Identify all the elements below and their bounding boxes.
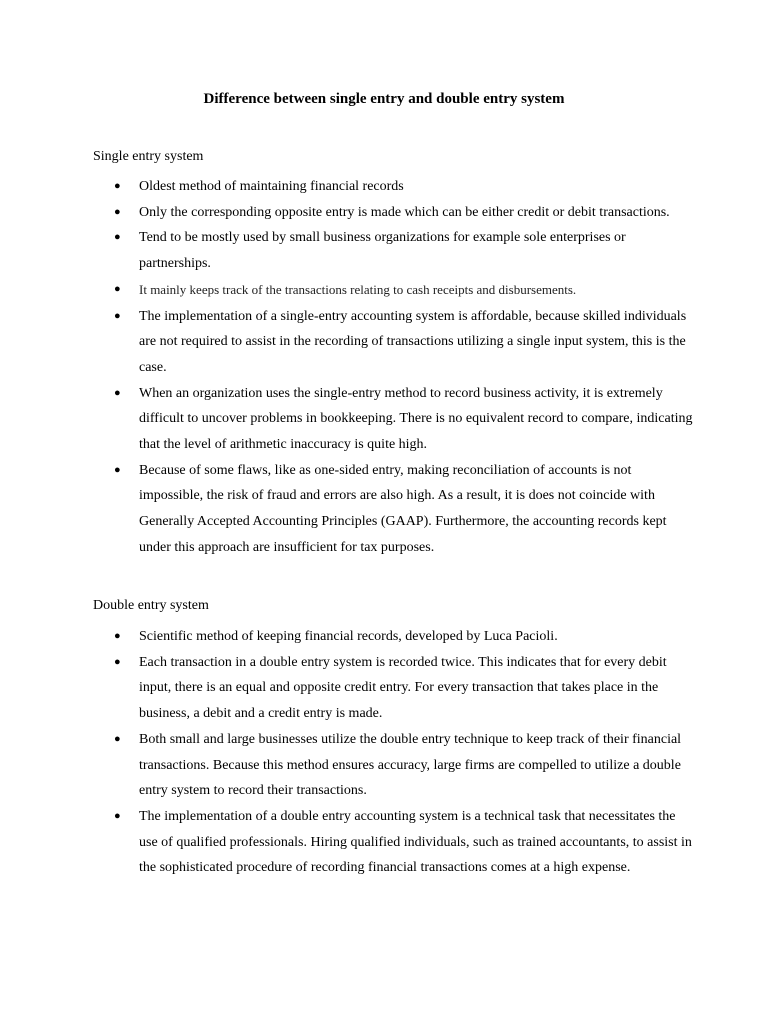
list-item	[93, 650, 693, 727]
bullet-icon: ●	[114, 309, 121, 322]
list-item	[93, 200, 693, 226]
bullet-icon: ●	[114, 205, 121, 218]
document-title: Difference between single entry and double entry system	[203, 91, 565, 107]
bullet-icon: ●	[114, 732, 121, 745]
bullet-icon: ●	[114, 180, 121, 192]
section-heading-double-entry: Double entry system	[93, 598, 209, 613]
bullet-icon: ●	[114, 463, 121, 476]
list-item-text: Tend to be mostly used by small business organizations for example sole enterprises or partnerships.	[139, 230, 626, 272]
section-heading-single-entry: Single entry system	[93, 149, 204, 164]
list-item-text: The implementation of a single-entry accounting system is affordable, because skilled individuals are not required to assist in the recording of transactions utilizing a single input system, this is the case.	[139, 308, 687, 375]
double-entry-list	[93, 624, 693, 881]
list-item-text: It mainly keeps track of the transactions relating to cash receipts and disbursements.	[139, 281, 577, 297]
list-item-text: Because of some flaws, like as one-sided entry, making reconciliation of accounts is not impossible, the risk of fraud and errors are also high. As a result, it is does not coincide with Generally Accepted Accounting Principles (GAAP). Furthermore, the accounting records kept under this approach are insufficient for tax purposes.	[139, 462, 667, 555]
list-item-text: Oldest method of maintaining financial records	[139, 179, 404, 194]
list-item	[93, 458, 693, 561]
bullet-icon: ●	[114, 630, 121, 642]
bullet-icon: ●	[114, 231, 121, 244]
list-item	[93, 804, 693, 881]
list-item-text: The implementation of a double entry accounting system is a technical task that necessitates the use of qualified professionals. Hiring qualified individuals, such as trained accountants, to assist in the sophisticated procedure of recording financial transactions comes at a high expense.	[139, 808, 692, 876]
list-item	[93, 225, 693, 276]
bullet-icon: ●	[114, 809, 121, 822]
list-item-text: Both small and large businesses utilize the double entry technique to keep track of their financial transactions. Because this method ensures accuracy, large firms are compelled to utilize a double entry system to record their transactions.	[139, 731, 682, 799]
list-item	[93, 174, 693, 200]
list-item	[93, 277, 693, 304]
bullet-icon: ●	[114, 655, 121, 668]
list-item-text: Each transaction in a double entry system is recorded twice. This indicates that for every debit input, there is an equal and opposite credit entry. For every transaction that takes place in the business, a debit and a credit entry is made.	[139, 654, 667, 722]
single-entry-list	[93, 174, 693, 561]
list-item-text: When an organization uses the single-entry method to record business activity, it is extremely difficult to uncover problems in bookkeeping. There is no equivalent record to compare, indicating that the level of arithmetic inaccuracy is quite high.	[139, 385, 693, 453]
bullet-icon: ●	[114, 282, 121, 295]
list-item	[93, 727, 693, 804]
bullet-icon: ●	[114, 386, 121, 399]
list-item	[93, 304, 693, 381]
list-item-text: Only the corresponding opposite entry is made which can be either credit or debit transactions.	[139, 204, 670, 220]
list-item	[93, 381, 693, 458]
list-item-text: Scientific method of keeping financial records, developed by Luca Pacioli.	[139, 629, 558, 644]
list-item	[93, 624, 693, 650]
